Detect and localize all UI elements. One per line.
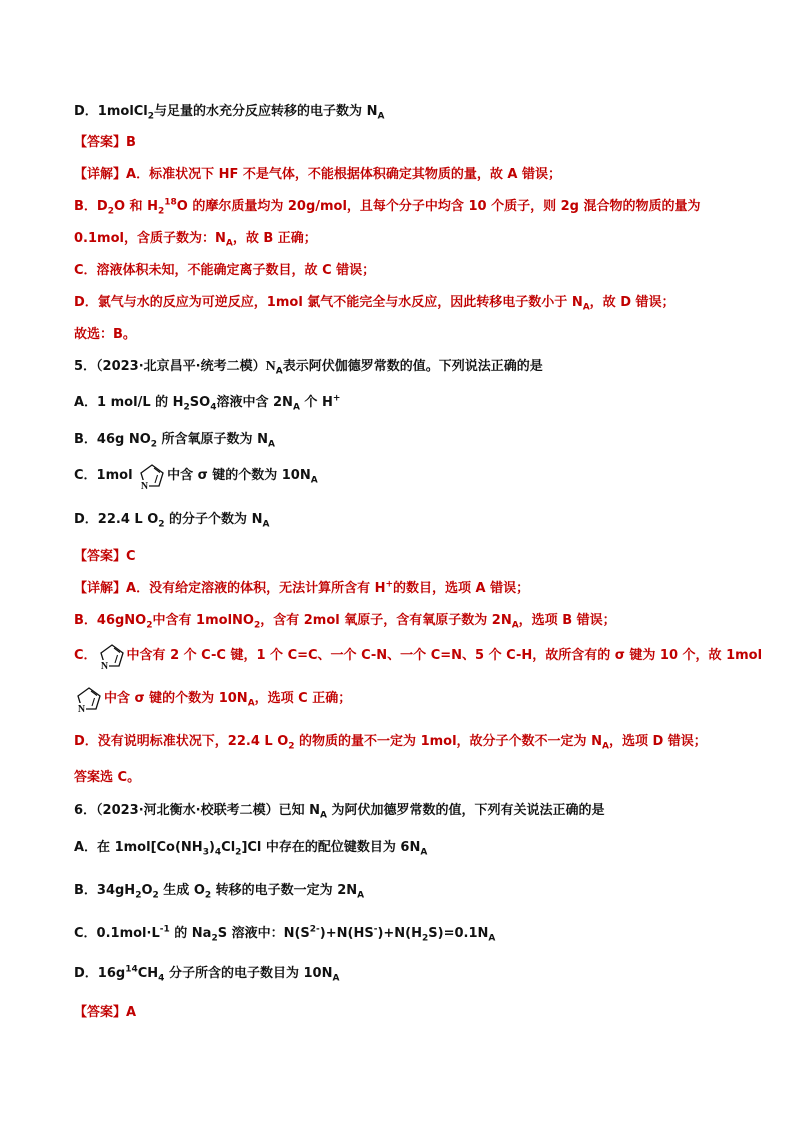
q5-option-d: D．22.4 L $O_2$ 的分子个数为 $N_A$ — [74, 512, 270, 530]
pyrrole-icon — [137, 461, 167, 491]
q5-option-c: C．1mol N 中含 σ 键的个数为 $10N_A$ — [74, 460, 318, 492]
q4-detail-c: C．溶液体积未知，不能确定离子数目，故 C 错误； — [74, 263, 376, 278]
q5-answer: 【答案】C — [74, 549, 136, 564]
q5-detail-c-line1: C． N 中含有 2 个 C-C 键，1 个 C=C、一个 C-N、一个 C=N、5 个 C-H，故所含有的 σ 键为 10 个，故 1mol — [74, 640, 762, 672]
q4-detail-a: 【详解】A．标准状况下 HF 不是气体，不能根据体积确定其物质的量，故 A 错误； — [74, 167, 562, 182]
q6-answer: 【答案】A — [74, 1005, 137, 1020]
svg-text:N: N — [100, 660, 108, 671]
q6-option-a: A．在 $1mol[Co(NH_3)_4Cl_2]Cl$ 中存在的配位键数目为 $6N_A$ — [74, 840, 428, 858]
q4-conclusion: 故选：B。 — [74, 327, 136, 342]
q5-option-b: B．46g $NO_2$ 所含氧原子数为 $N_A$ — [74, 432, 275, 450]
q6-option-b: B．$34gH_2O_2$ 生成 $O_2$ 转移的电子数一定为 $2N_A$ — [74, 883, 365, 901]
q6-option-c: C．$0.1mol\cdot L^{-1}$ 的 $Na_2S$ 溶液中：$N(S^{2-})+N(HS^-)+N(H_2S)=0.1N_A$ — [74, 924, 496, 944]
q5-detail-b: B．46gNO$_2$中含有 1molNO$_2$，含有 2mol 氧原子，含有氧原子数为 $2N_A$，选项 B 错误； — [74, 613, 616, 631]
svg-text:N: N — [77, 703, 86, 714]
q4-detail-b-line2: 0.1mol，含质子数为：$N_A$，故 B 正确； — [74, 231, 317, 249]
q5-stem: 5．（2023·北京昌平·统考二模）$N_A$表示阿伏伽德罗常数的值。下列说法正确的是 — [74, 359, 543, 377]
q6-stem: 6．（2023·河北衡水·校联考二模）已知 $N_A$ 为阿伏加德罗常数的值，下列有关说法正确的是 — [74, 803, 605, 821]
q5-option-a: A．1 mol/L 的 $H_2SO_4$溶液中含 $2N_A$ 个 H+ — [74, 393, 341, 413]
q6-option-d: D．$16g^{14}CH_4$ 分子所含的电子数目为 $10N_A$ — [74, 964, 340, 984]
q4-option-d: D．1molCl$_2$与足量的水充分反应转移的电子数为 $N_A$ — [74, 104, 385, 122]
q5-conclusion: 答案选 C。 — [74, 770, 141, 785]
pyrrole-icon — [97, 641, 127, 671]
q5-detail-c-line2: N 中含 σ 键的个数为 $10N_A$，选项 C 正确； — [74, 683, 351, 715]
q5-detail-d: D．没有说明标准状况下，22.4 L $O_2$ 的物质的量不一定为 1mol，故分子个数不一定为 $N_A$，选项 D 错误； — [74, 734, 707, 752]
q4-answer: 【答案】B — [74, 135, 136, 150]
q5-detail-a: 【详解】A．没有给定溶液的体积，无法计算所含有 H+的数目，选项 A 错误； — [74, 579, 530, 596]
svg-text:N: N — [140, 480, 149, 491]
q4-detail-d: D．氯气与水的反应为可逆反应，1mol 氯气不能完全与水反应，因此转移电子数小于 $N_A$，故 D 错误； — [74, 295, 675, 313]
q4-detail-b-line1: B．$D_2O$ 和 $H_2^{18}O$ 的摩尔质量均为 20g/mol，且每个分子中均含 10 个质子，则 2g 混合物的物质的量为 — [74, 197, 701, 217]
pyrrole-icon — [74, 684, 104, 714]
